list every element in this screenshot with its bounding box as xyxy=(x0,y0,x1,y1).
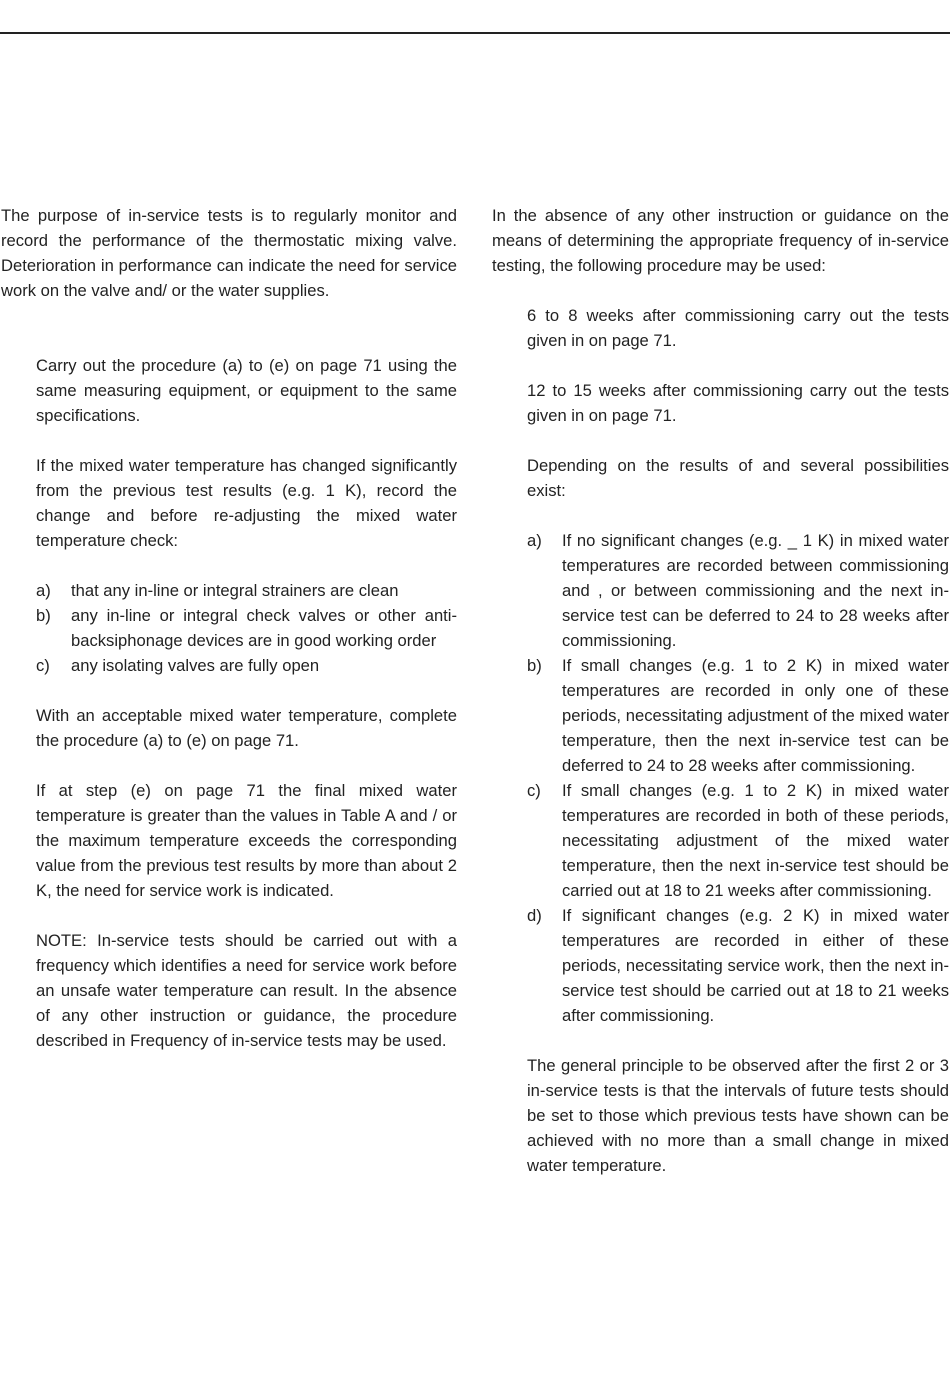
list-marker: b) xyxy=(36,606,51,625)
case-text: If significant changes (e.g. 2 K) in mixed water temperatures are recorded in either of these periods, necessitating service work, then the next in-service test should be carried out at 18 to 21 weeks after commissioning. xyxy=(562,906,949,1025)
case-text: If small changes (e.g. 1 to 2 K) in mixed water temperatures are recorded in only one of these periods, necessitating adjustment of the mixed water temperature, then the next in-service test can be deferred to 24 to 28 weeks after commissioning. xyxy=(562,656,949,775)
procedure-step-4: If at step (e) on page 71 the final mixed water temperature is greater than the values in Table A and / or the maximum temperature exceeds the corresponding value from the previous test results by more than about 2 K, the need for service work is indicated. xyxy=(36,781,457,900)
check-list xyxy=(36,578,457,678)
case-text: If small changes (e.g. 1 to 2 K) in mixed water temperatures are recorded in both of these periods, necessitating adjustment of the mixed water temperature, then the next in-service test should be carried out at 18 to 21 weeks after commissioning. xyxy=(562,781,949,900)
case-item xyxy=(527,903,949,1028)
left-column xyxy=(1,203,457,1053)
frequency-step-1: 6 to 8 weeks after commissioning carry out the tests given in on page 71. xyxy=(527,306,949,350)
left-intro-paragraph: The purpose of in-service tests is to regularly monitor and record the performance of the thermostatic mixing valve. Deterioration in performance can indicate the need for service work on the valve and/ or the water supplies. xyxy=(1,206,457,300)
frequency-step-2: 12 to 15 weeks after commissioning carry out the tests given in on page 71. xyxy=(527,381,949,425)
list-marker: a) xyxy=(36,581,51,600)
procedure-step-3: With an acceptable mixed water temperature, complete the procedure (a) to (e) on page 71. xyxy=(36,706,457,750)
general-principle-paragraph: The general principle to be observed after the first 2 or 3 in-service tests is that the intervals of future tests should be set to those which previous tests have shown can be achieved with no more than a small change in mixed water temperature. xyxy=(527,1056,949,1175)
procedure-step-2: If the mixed water temperature has changed significantly from the previous test results (e.g. 1 K), record the change and before re-adjusting the mixed water temperature check: xyxy=(36,456,457,550)
case-item xyxy=(527,528,949,653)
list-marker: d) xyxy=(527,906,542,925)
check-item xyxy=(36,603,457,653)
check-item xyxy=(36,578,457,603)
list-marker: b) xyxy=(527,656,542,675)
check-item xyxy=(36,653,457,678)
check-text: that any in-line or integral strainers are clean xyxy=(71,581,399,600)
case-item xyxy=(527,653,949,778)
case-text: If no significant changes (e.g. _ 1 K) in mixed water temperatures are recorded between commissioning and , or between commissioning and the next in-service test can be deferred to 24 to 28 weeks after commissioning. xyxy=(562,531,949,650)
right-intro-paragraph: In the absence of any other instruction or guidance on the means of determining the appropriate frequency of in-service testing, the following procedure may be used: xyxy=(492,206,949,275)
list-marker: c) xyxy=(36,656,50,675)
top-rule xyxy=(0,32,950,34)
list-marker: a) xyxy=(527,531,542,550)
frequency-step-3: Depending on the results of and several possibilities exist: xyxy=(527,456,949,500)
check-text: any in-line or integral check valves or other anti-backsiphonage devices are in good working order xyxy=(71,606,457,650)
case-item xyxy=(527,778,949,903)
case-list xyxy=(527,528,949,1028)
note-paragraph: NOTE: In-service tests should be carried out with a frequency which identifies a need for service work before an unsafe water temperature can result. In the absence of any other instruction or guidance, the procedure described in Frequency of in-service tests may be used. xyxy=(36,931,457,1050)
procedure-step-1: Carry out the procedure (a) to (e) on page 71 using the same measuring equipment, or equipment to the same specifications. xyxy=(36,356,457,425)
right-column xyxy=(492,203,949,1178)
check-text: any isolating valves are fully open xyxy=(71,656,320,675)
list-marker: c) xyxy=(527,781,541,800)
